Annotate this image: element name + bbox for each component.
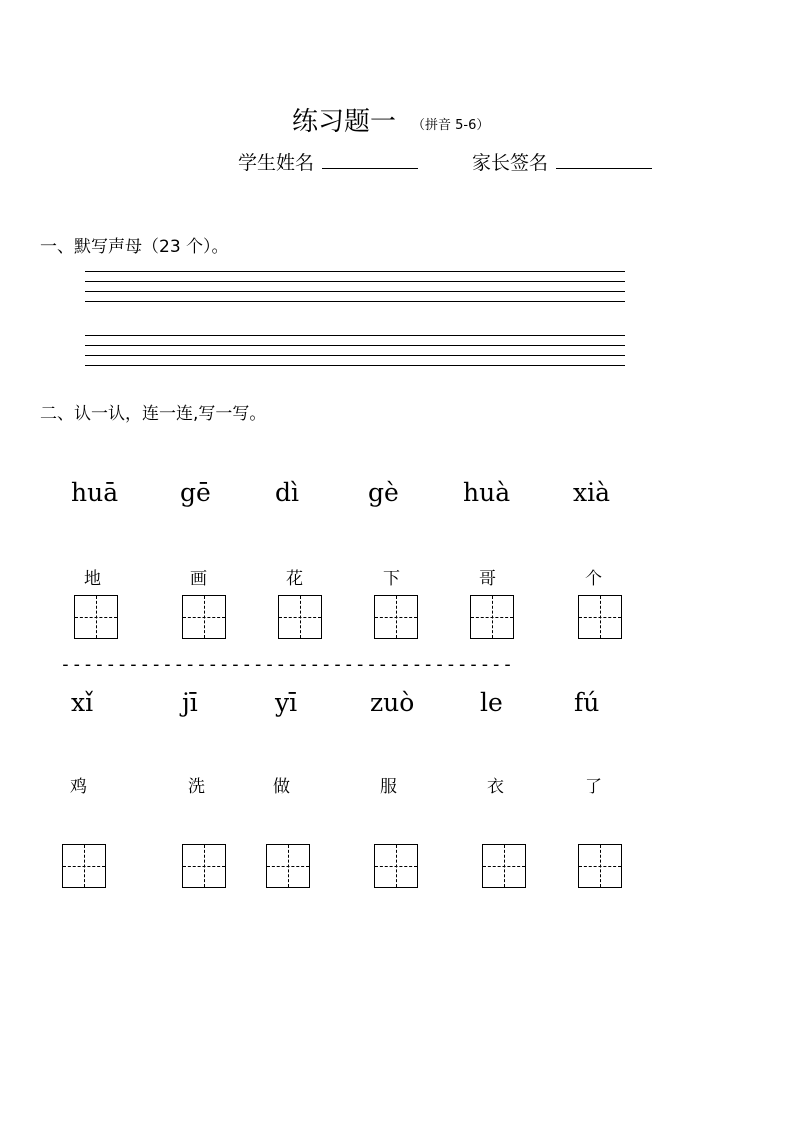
hanzi-item[interactable]: 花 — [286, 569, 303, 589]
page-title: 练习题一 — [292, 107, 397, 137]
writing-box[interactable] — [182, 595, 226, 639]
section1-heading: 一、默写声母（23 个）。 — [40, 237, 229, 257]
writing-line — [85, 301, 625, 302]
hanzi-item[interactable]: 下 — [383, 569, 400, 589]
pinyin-item[interactable]: fú — [574, 688, 600, 717]
writing-line — [85, 291, 625, 292]
pinyin-item[interactable]: xià — [573, 478, 610, 507]
writing-line — [85, 271, 625, 272]
writing-line — [85, 365, 625, 366]
hanzi-item[interactable]: 衣 — [487, 777, 504, 797]
writing-area-1[interactable] — [85, 271, 625, 371]
hanzi-item[interactable]: 地 — [84, 569, 101, 589]
writing-line — [85, 335, 625, 336]
dashed-divider: ---------------------------------------- — [60, 654, 514, 675]
pinyin-item[interactable]: jī — [182, 688, 198, 717]
pinyin-item[interactable]: dì — [275, 478, 299, 507]
writing-box[interactable] — [578, 844, 622, 888]
hanzi-item[interactable]: 洗 — [188, 777, 205, 797]
pinyin-item[interactable]: huà — [463, 478, 511, 507]
hanzi-item[interactable]: 哥 — [479, 569, 496, 589]
pinyin-item[interactable]: xǐ — [71, 688, 94, 717]
writing-box[interactable] — [266, 844, 310, 888]
writing-line — [85, 345, 625, 346]
parent-signature-label: 家长签名 — [472, 152, 549, 174]
writing-box[interactable] — [62, 844, 106, 888]
writing-box[interactable] — [74, 595, 118, 639]
writing-box[interactable] — [470, 595, 514, 639]
writing-line — [85, 281, 625, 282]
hanzi-item[interactable]: 画 — [190, 569, 207, 589]
writing-box[interactable] — [374, 844, 418, 888]
pinyin-item[interactable]: yī — [275, 688, 298, 717]
pinyin-item[interactable]: huā — [71, 478, 119, 507]
writing-box[interactable] — [578, 595, 622, 639]
student-name-label: 学生姓名 — [238, 152, 315, 174]
hanzi-item[interactable]: 做 — [273, 777, 290, 797]
pinyin-item[interactable]: le — [480, 688, 503, 717]
hanzi-item[interactable]: 服 — [380, 777, 397, 797]
pinyin-item[interactable]: zuò — [370, 688, 415, 717]
hanzi-item[interactable]: 鸡 — [70, 777, 87, 797]
pinyin-item[interactable]: gè — [368, 478, 399, 507]
parent-signature-field[interactable] — [556, 168, 652, 169]
hanzi-item[interactable]: 了 — [585, 777, 602, 797]
writing-box[interactable] — [182, 844, 226, 888]
student-name-field[interactable] — [322, 168, 418, 169]
hanzi-item[interactable]: 个 — [585, 569, 602, 589]
writing-box[interactable] — [482, 844, 526, 888]
pinyin-item[interactable]: gē — [180, 478, 211, 507]
title-note: （拼音 5-6） — [412, 118, 490, 133]
writing-box[interactable] — [374, 595, 418, 639]
section2-heading: 二、认一认，连一连,写一写。 — [40, 404, 267, 424]
writing-line — [85, 355, 625, 356]
writing-box[interactable] — [278, 595, 322, 639]
